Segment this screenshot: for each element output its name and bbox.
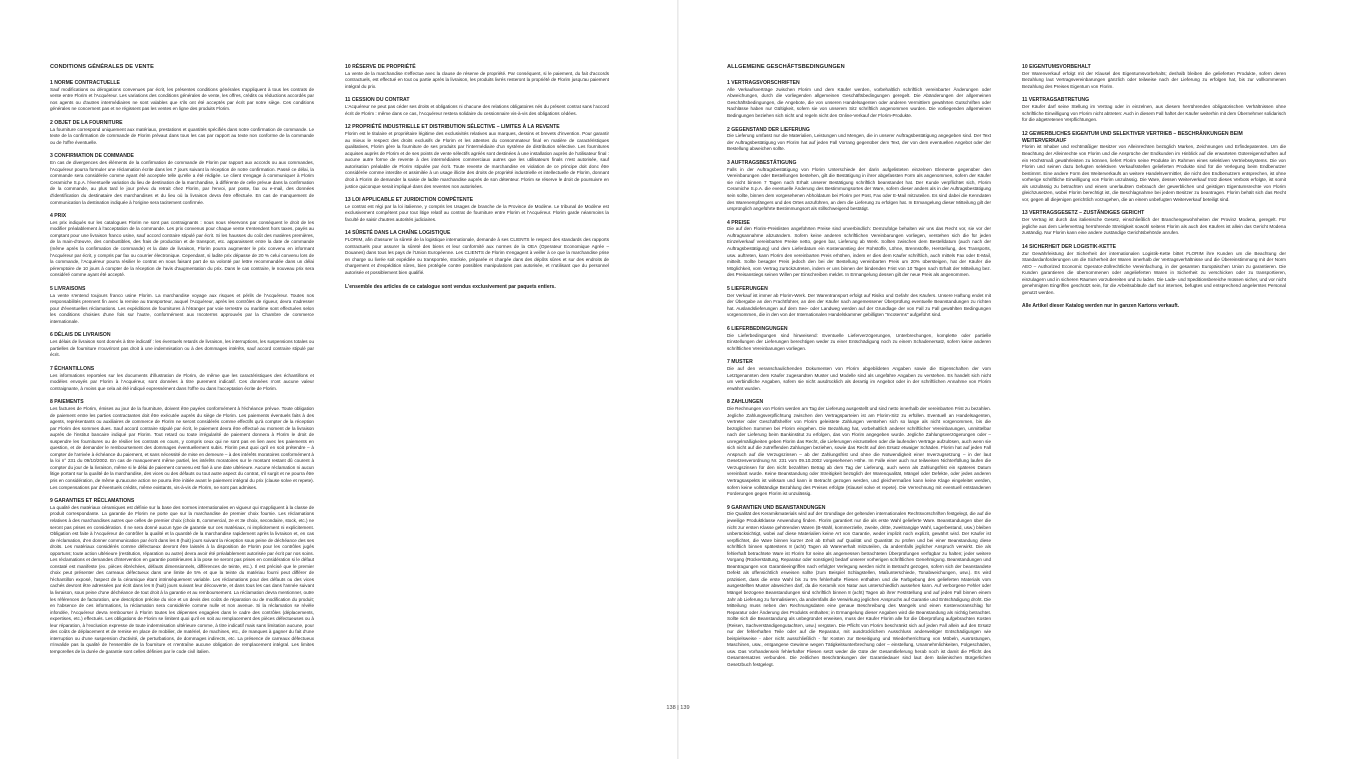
terms-section: [1022, 210, 1286, 236]
terms-section: [1022, 64, 1286, 90]
section-heading: 10 EIGENTUMSVORBEHALT: [1022, 64, 1091, 70]
german-sections-part-2: [1022, 64, 1286, 296]
section-text: Die Lieferbedingungen sind hinweisend: Eventuelle Lieferverzögerungen, Unterbrechungen, komplette oder partielle Einstellungen der Lieferungen berechtigen weder zu einer Entschädigung noch zu einem Schadenersatz, sofern keine anderen schriftlichen Vereinbarungen vorliegen.: [727, 332, 991, 351]
section-text: Der Vertrag ist durch das italienische Gesetz, einschließlich der Branchengewohnheiten der Provinz Modena, geregelt. Für jegliche aus dem Liefervertrag herrührende Streitigkeit sowohl seitens Florim als auch des Käufers ist allein das Gericht Modena zuständig. Nur Florim kann eine andere zuständige Gerichtsbehörde anrufen.: [1022, 217, 1286, 236]
section-heading: 14 SÛRETÉ DANS LA CHAÎNE LOGISTIQUE: [345, 230, 451, 237]
section-text: Der Verkauf ist immer ab Florim-Werk. Der Warentransport erfolgt auf Risiko und Gefahr des Käufers. Unsere Haftung endet mit der Übergabe an den Frachtführer, an den der Käufer nach angemessener Überprüfung eventuelle Beanstandungen zu richten hat. Auslandslieferungen auf dem See- oder Landweg werden auf der Grundlage der von Fall zu Fall gewählten Bedingungen vorgenommen, die in den von der Internationalen Handelskammer gebilligten "Incoterms" aufgeführt sind.: [727, 292, 991, 318]
section-heading: 2 OBJET DE LA FOURNITURE: [50, 119, 123, 126]
terms-section: [727, 505, 991, 669]
section-heading: 4 PRIX: [50, 213, 67, 220]
section-text: Florim est le titulaire et propriétaire légitime des exclusivités relatives aux marques, dessins et brevets d'invention. Pour garantir au mieux le respect des droits exclusifs de Florim et les attentes du consommateur final en matière de caractéristiques qualitatives, Florim gère la fourniture de ses produits par l'intermédiaire d'un système de distribution sélective. Les fournitures acquises auprès de Florim et de ses points de vente sélectifs agréés sont destinées à une installation auprès de l'utilisateur final : aucune autre forme de revente à des intermédiaires commerciaux autres que les utilisateurs finals n'est autorisée, sauf autorisation préalable de Florim stipulée par écrit. Toute revente de marchandise en violation de ce principe doit donc être considérée comme interdite et assimilée à un usage illicite des droits de propriété industrielle et intellectuelle de Florim, donnant droit à Florim de demander la saisie de ladite marchandise auprès de son détenteur. Florim se réserve le droit de poursuivre en justice quiconque serait impliqué dans des reventes non autorisées.: [345, 131, 609, 189]
section-text: Zur Gewährleistung der Sicherheit der internationalen Logistik-Kette bittet FLORIM ihre Kunden um die Beachtung der Standardanforderungen um die Sicherheit der Waren innerhalb der Vertragsverhältnisse und die Übereinstimmung mit der Norm AEO – Authorized Economic Operator-Zollrechtliche Vereinfachung, in der gesamten Europäischen Union zu garantieren. Die Kunden garantieren die übernommenen oder angelieferten Waren in Sicherheit zu verschicken oder zu transportieren, einzulagern und in sicheren Räumen vorzubereiten und zu laden. Die Lade- und Speditionsbereiche müssen sicher, und vor nicht genehmigten Eingriffen geschützt sein, für die Arbeitsabläufe darf nur internes, befugtes und entsprechend angelerntes Personal genutzt werden.: [1022, 250, 1286, 295]
german-column-1: [727, 64, 991, 676]
section-heading: 9 GARANTIES ET RÉCLAMATIONS: [50, 498, 135, 505]
german-column-2: [1022, 64, 1286, 310]
terms-section: [50, 366, 314, 392]
section-text: Sauf modifications ou dérogations convenues par écrit, les présentes conditions générales s'appliquent à tous les contrats de vente entre Florim et l'Acquéreur. Les variations des conditions générales de vente, les offres, crédits ou réductions accordés par nos agents ou d'autres intermédiaires ne sont valables que s'ils ont été acceptés par écrit par notre siège. Ces conditions générales ne concernent pas et ne régissent pas les ventes en ligne des produits Florim.: [50, 86, 314, 112]
section-heading: 3 CONFIRMATION DE COMMANDE: [50, 153, 134, 160]
section-text: Le contrat est régi par la loi italienne, y compris les Usages de branche de la Province de Modène. Le tribunal de Modène est exclusivement compétent pour tout litige relatif au contrat de fourniture entre Florim et l'Acquéreur. Florim garde néanmoins la faculté de saisir d'autres autorités judiciaires.: [345, 203, 609, 222]
terms-section: [727, 399, 991, 497]
french-closing-note: L'ensemble des articles de ce catalogue sont vendus exclusivement par paquets entiers.: [345, 283, 556, 290]
page-gutter: [677, 0, 679, 759]
section-heading: 2 GEGENSTAND DER LIEFERUNG: [727, 126, 810, 133]
section-text: Die auf den Florim-Preislisten angeführten Preise sind unverbindlich: Demzufolge behalten wir uns das Recht vor, sie vor der Auftragsannahme abzuändern. Sofern keine anderen schriftlichen Vereinbarungen vorliegen, verstehen sich die für jeden Einzelverkauf vereinbarten Preise netto, gegen bar, Lieferung ab Werk. Sollten zwischen dem Bestelldatum (auch nach der Auftragsbestätigung) und dem Lieferdatum ein Kostenanstieg der Rohstoffe, Löhne, Brennstoffe, Herstellung, des Transports, usw. auftreten, kann Florim den vereinbarten Preis erhöhen, indem er dies dem Käufer schriftlich, auch mittels Fax oder E-Mail, mitteilt. Sollte besagter Preis jedoch den bei der Bestellung vereinbarten Preis um 20% übersteigen, hat der Käufer die Möglichkeit, vom Vertrag zurückzutreten, indem er uns binnen der bindenden Frist von 10 Tagen nach Erhalt der Mitteilung bez. des Preisanstiegs seinen Willen per Einschreiben meldet. In Ermangelung dessen gilt der neue Preis als angenommen.: [727, 226, 991, 278]
section-heading: 12 PROPRIÉTÉ INDUSTRIELLE ET DISTRIBUTION SÉLECTIVE – LIMITES À LA REVENTE: [345, 124, 560, 131]
section-text: Les prix indiqués sur les catalogues Florim ne sont pas contraignants : nous nous réservons par conséquent le droit de les modifier préalablement à l'acceptation de la commande. Les prix convenus pour chaque vente s'entendent hors taxes, payés au comptant pour une livraison franco usine, sauf accord contraire stipulé par écrit. Si les hausses du coût des matières premières, de la main-d'œuvre, des combustibles, des frais de production et de transport, etc. apparaissent entre la date de commande (même après la confirmation de commande) et la date de livraison, Florim pourra augmenter le prix convenu en informant l'Acquéreur par écrit, y compris par fax ou courrier électronique. Cependant, si ladite prix dépasse de 20 % celui convenu lors de la commande, l'Acquéreur pourra résilier le contrat en nous faisant part de sa volonté par lettre recommandée dans un délai péremptoire de 10 jours à compter de la réception de l'avis d'augmentation du prix. Dans le cas contraire, le nouveau prix sera considéré comme ayant été accepté.: [50, 219, 314, 278]
terms-section: [1022, 244, 1286, 297]
section-text: Les informations reportées sur les documents d'illustration de Florim, de même que les caractéristiques des échantillons et modèles envoyés par Florim à l'Acquéreur, sont données à titre purement indicatif. Ces données n'ont aucune valeur contraignante, à moins que cela ait été indiqué expressément dans l'offre ou dans l'acceptation écrite de Florim.: [50, 372, 314, 391]
terms-section: [50, 213, 314, 279]
terms-section: [50, 399, 314, 491]
section-heading: 13 VERTRAGSGESETZ – ZUSTÄNDIGES GERICHT: [1022, 210, 1145, 217]
section-heading: 8 PAIEMENTS: [50, 399, 84, 406]
terms-section: [1022, 131, 1286, 204]
section-text: La qualité des matériaux céramiques est définie sur la base des normes internationales en vigueur qui s'appliquent à la classe de produit correspondante. La garantie de Florim ne porte que sur la marchandise de premier choix fournie. Les réclamations relatives à des marchandises autres que celles de premier choix (choix B, commercial, 2e et 3e choix, secondaire, stock, etc.) ne seront pas prises en considération. Il ne sera donné aucun type de garantie sur ces matériaux, ni implicitement ni explicitement. Obligation est faite à l'Acquéreur de contrôler la qualité et la quantité de la marchandise rapidement après la livraison et, en cas de réclamation, d'en donner communication par écrit dans les 8 (huit) jours suivant la réception sous peine de déchéance des ses droits. Les matériaux considérés comme défectueux devront être laissés à la disposition de Florim pour les contrôles jugés opportuns; toute action ultérieure (restitution, réparation ou autre) devra avoir été préalablement autorisée par écrit par nos soins. Les réclamations et demandes d'intervention en garantie postérieures à la pose ne seront pas prises en considération si le défaut constaté est manifeste (ex. pièces ébréchées, défauts dimensionnels, différences de teinte, etc.). Il est précisé que le premier choix peut présenter des carreaux défectueux dans une limite de 5% et que la teinte du matériau fourni peut différer de l'échantillon exposé, l'aspect de la céramique étant intrinsèquement variable. Les réclamations pour des défauts ou des vices cachés devront être adressées par écrit dans les 8 (huit) jours suivant leur découverte, et dans tous les cas dans l'année suivant la livraison, sous peine d'une déchéance de tout droit à la garantie et au remboursement. La réclamation devra mentionner, outre les références de facturation, une description précise du vice et un devis des coûts de réparation ou de modification du produit; en l'absence de ces informations, la réclamation sera considérée comme nulle et non avenue. Si la réclamation se révèle infondée, l'Acquéreur devra rembourser à Florim toutes les dépenses engagées dans le cadre des contrôles (déplacements, expertises, etc.) effectués. Les obligations de Florim se limitent quoi qu'il en soit au remplacement des pièces défectueuses ou à leur réparation, à l'exclusion expresse de toute indemnisation ultérieure comme, à titre indicatif mais sans limitation aucune, pour des coûts de déplacement et de remise en place de mobilier, de matériel, de machines, etc., de manques à gagner du fait d'une interruption ou d'une suspension d'activité, de perturbations, de dommages indirects, etc. La présence de carreaux défectueux n'invalide pas la qualité de l'ensemble de la fourniture et n'entraîne aucune obligation de remplacement intégral. Les limites temporelles de la durée de garantie sont celles définies par le code civil italien.: [50, 504, 314, 654]
section-heading: 5 LIEFERUNGEN: [727, 285, 768, 292]
terms-section: [1022, 97, 1286, 123]
section-text: Les délais de livraison sont donnés à titre indicatif : les éventuels retards de livraison, les interruptions, les suspensions totales ou partielles de fourniture n'ouvriront pas droit à une indemnisation ou à des dommages intérêts, sauf accord contraire stipulé par écrit.: [50, 339, 314, 358]
section-heading: 7 ÉCHANTILLONS: [50, 365, 95, 372]
section-text: Der Warenverkauf erfolgt mit der Klausel des Eigentumsvorbehalts; deshalb bleiben die gelieferten Produkte, sofern deren Bezahlung laut Vertragsvereinbarungen gänzlich oder teilweise nach der Lieferung zu erfolgen hat, bis zur vollkommenen Bezahlung des Preises Eigentum von Florim.: [1022, 70, 1286, 89]
terms-section: [727, 220, 991, 279]
terms-section: [727, 80, 991, 120]
section-text: Alle Verkaufsverträge zwischen Florim und dem Käufer werden, vorbehaltlich schriftlich vereinbarter Änderungen oder Abweichungen, durch die vorliegenden allgemeinen Geschäftsbedingungen geregelt. Die Abänderungen der allgemeinen Geschäftsbedingungen, die Angebote, die von unseren Handelsagenten oder anderen Vermittlern gewährten Gutschriften oder Nachlässe haben nur Gültigkeit, sofern sie von unserem Sitz schriftlich angenommen wurden. Die vorliegenden allgemeinen Bedingungen beziehen sich nicht und regeln nicht den Online-Verkauf der Florim-Produkte.: [727, 86, 991, 118]
terms-section: [727, 326, 991, 352]
section-heading: 1 NORME CONTRACTUELLE: [50, 80, 120, 86]
terms-section: [727, 127, 991, 153]
section-text: Die auf den veranschaulichenden Dokumenten von Florim abgebildeten Angaben sowie die Eigenschaften der vom Letztgenannten dem Käufer zugesandten Muster und Modelle sind als ungefähre Angaben zu verstehen. Es handelt sich nicht um verbindliche Angaben, sofern sie nicht ausdrücklich als derartig im Angebot oder in der schriftlichen Annahme von Florim erwähnt wurden.: [727, 365, 991, 391]
french-column-2: [345, 64, 609, 290]
section-heading: 6 DÉLAIS DE LIVRAISON: [50, 332, 111, 339]
section-heading: 5 LIVRAISONS: [50, 285, 86, 292]
french-column-1: [50, 64, 314, 662]
terms-section: [50, 498, 314, 655]
terms-section: [345, 64, 609, 90]
german-title: ALLGEMEINE GESCHÄFTSBEDINGUNGEN: [727, 64, 845, 70]
section-text: Die Qualität des Keramikmaterials wird auf der Grundlage der geltenden internationalen Rechtsvorschriften festgelegt, die auf die jeweilige Produktklasse Anwendung finden. Florim garantiert nur die als erste Wahl gelieferte Ware. Beanstandungen über die nicht zur ersten Klasse gehörenden Waren (B-Wahl, kommerzielle, zweite, dritte, zweitrangige Wahl, Lagerbestand, usw.) bleiben unberücksichtigt, wobei auf diese Materialien keine Art von Garantie, weder implizit noch explizit, gewährt wird. Der Käufer ist verpflichtet, die Ware binnen kurzer Zeit ab Erhalt auf Qualität und Quantität zu prüfen und bei einer Beanstandung diese schriftlich binnen spätestens 8 (acht) Tagen ab Warenerhalt mitzuteilen, da andernfalls jeglicher Anspruch verwirkt. Die als fehlerhaft betrachtete Ware ist Florim für seine als angemessen betrachteten Überprüfungen verfügbar zu halten; jeder weitere Vorgang (Rückerstattung, Reparatur oder sonstiges) bedarf unserer vorherigen schriftlichen Genehmigung. Beanstandungen und Beantragungen von Garantieeingriffen nach erfolgter Verlegung werden nicht in Betracht gezogen, sofern sich der beanstandete Defekt als offensichtlich erweisen sollte (zum Beispiel Schlagstellen, Maßunterschiede, Tonabweichungen, usw.). Es wird präzisiert, dass die erste Wahl bis zu 5% fehlerhafte Fliesen enthalten und die Farbgebung des gelieferten Materials vom ausgestellten Muster abweichen darf, da die Keramik von Natur aus unterschiedlich aussehen kann. Auf verborgene Fehler oder Mängel bezogene Beanstandungen sind schriftlich binnen 8 (acht) Tagen ab ihrer Feststellung und auf jeden Fall binnen einem Jahr ab Lieferung zu formalisieren, da andernfalls die Verwirkung jeglichen Anspruchs auf Garantie und Entschädigung droht. Die Mitteilung muss neben den Rechnungsdaten eine genaue Beschreibung des Mangels und einen Kostenvoranschlag für Reparatur oder Änderung des Produkts enthalten; in Ermangelung dieser Angaben wird die Beanstandung als nichtig betrachtet. Sollte sich die Beanstandung als unbegründet erweisen, muss der Käufer Florim alle für die Überprüfung aufgebrachten Kosten (Reisen, Sachverständigengutachten, usw.) vergüten. Die Pflicht von Florim beschränkt sich auf jeden Fall allein auf den Ersatz nur der fehlerhaften Teile oder auf die Reparatur, mit ausdrücklichem Ausschluss anderweitiger Entschädigungen wie beispielsweise - aber nicht ausschließlich - für Kosten zur Beseitigung und Wiederherrichtung von Möbeln, Ausrüstungen, Maschinen, usw., entgangene Gewinne wegen Tätigkeitsunterbrechung oder – einstellung, Unannehmlichkeiten, Folgeschäden, usw. Das Vorhandensein fehlerhafter Fliesen setzt weder die Güte der Gesamtlieferung herab noch ist damit die Pflicht des Gesamtersatzes verbunden. Die zeitlichen Beschränkungen der Garantiedauer sind laut dem italienischen Bürgerlichen Gesetzbuch festgelegt.: [727, 511, 991, 667]
section-text: Falls in der Auftragsbestätigung von Florim Unterschiede der darin aufgelisteten einzelnen Elemente gegenüber den Vereinbarungen oder Bestellungen bestehen, gilt die Bestätigung in ihrer abgefassten Form als angenommen, sofern der Käufer sie nicht binnen 7 Tagen nach Erhalt unserer Bestätigung schriftlich beanstandet hat. Der Kunde verpflichtet sich, Florim Ceramiche S.p.A. die eventuelle Änderung des Bestimmungsortes der Ware, sofern dieser anders als in der Auftragsbestätigung sein sollte, binnen dem vorgesehenen Abholdatum bei Florim per Post, Fax oder E-Mail mitzuteilen. Es sind dabei die Kenndaten des Warenempfängers und des Ortes anzuführen, an dem die Lieferung zu erfolgen hat. In Ermangelung dieser Mitteilung gilt der ursprünglich angeführte Bestimmungsort als stillschweigend bestätigt.: [727, 166, 991, 212]
section-heading: 3 AUFTRAGSBESTÄTIGUNG: [727, 159, 797, 166]
section-text: FLORIM, afin d'assurer la sûreté de la logistique internationale, demande à ses CLIENTS le respect des standards des rapports contractuels pour assurer la sûreté des biens et leur conformité aux normes de la OEA (Operateur Economique Agrée – Douanes) dans tous les pays de l'Union Européenne. Les CLIENTS de Florim s'engagent à veiller à ce que la marchandise prise en charge ou livrée soit expédiée ou transportée, stockée, préparée et chargée dans des dépôts sûres et sur des endroits de chargement et d'expédition sûres, bien protégée contre possibles manipulations pas autorisée, et n'utilisant que du personnel autorisée et possiblement bien qualifié.: [345, 237, 609, 276]
section-text: Florim ist Inhaber und rechtmäßiger Besitzer von Alleinrechten bezüglich Marken, Zeichnungen und Erfindepatenten. Um die Beachtung der Alleinrechte von Florim und die Ansprüche der Endkunden im Hinblick auf die erwarteten Gütereigenschaften auf ein Höchstmaß gewährleisten zu können, liefert Florim seine Produkte im Rahmen eines selektiven Vertriebssystems. Die von Florim und seinen dazu befugten selektiven Verkaufsstellen gelieferten Produkte sind für die Verlegung beim Endbenutzer bestimmt. Eine andere Form des Weiterverkaufs an weitere Handelsvermittler, die nicht den Endbenutzern entsprechen, ist ohne vorherige schriftliche Einwilligung von Florim unzulässig. Die Ware, dessen Weiterverkauf trotz dieses Verbots erfolgte, ist somit als unzulässig zu betrachten und einem unerlaubten Gebrauch der gewerblichen und geistigen Eigentumsrechte von Florim gleichzusetzen, wobei Florim berechtigt ist, die Beschlagnahme bei jedem Besitzer zu beantragen. Florim behält sich das Recht vor, gegen all diejenigen gerichtlich vorzugehen, die an einem unbefugten Weiterverkauf beteiligt sind.: [1022, 144, 1286, 202]
section-heading: 11 CESSION DU CONTRAT: [345, 97, 410, 104]
french-sections-part-2: [345, 64, 609, 277]
section-text: La vente s'entend toujours franco usine Florim. La marchandise voyage aux risques et périls de l'Acquéreur. Toutes nos responsabilités prennent fin avec la remise au transporteur, auquel l'Acquéreur, après les contrôles de rigueur, devra s'adresser pour d'éventuelles réclamations. Les expéditions de fournitures à l'étranger par voie terrestre ou maritime sont effectuées selon les conditions choisies d'une fois sur l'autre, conformément aux Incoterms approuvés par la Chambre de commerce internationale.: [50, 292, 314, 324]
terms-section: [50, 120, 314, 146]
page-numbers: 138 | 139: [666, 705, 690, 711]
terms-section: [727, 286, 991, 319]
section-heading: 8 ZAHLUNGEN: [727, 399, 764, 406]
section-heading: 12 GEWERBLICHES EIGENTUM UND SELEKTIVER VERTRIEB – BESCHRÄNKUNGEN BEIM WEITERVERKAUF: [1022, 130, 1243, 144]
section-text: L'Acquéreur ne peut pas céder ses droits et obligations ni chacune des relations obligatoires nés du présent contrat sans l'accord écrit de Florim : même dans ce cas, l'Acquéreur restera solidaire du cessionnaire vis-à-vis des obligations cédées.: [345, 104, 609, 116]
german-sections-part-1: [727, 80, 991, 669]
section-text: Les factures de Florim, émises au jour de la fourniture, doivent être payées conformément à l'échéance prévue. Toute obligation de paiement entre les parties contractantes doit être exécutée auprès du siège de Florim. Les paiements éventuels faits à des agents, représentants ou auxiliaires de commerce de Florim ne seront considérés comme effectifs qu'à compter de la réception par Florim des sommes dues. Sauf accord contraire stipulé par écrit, le paiement devra être effectué au moment de la livraison auprès de l'institut bancaire indiqué par Florim. Tout retard ou toute irrégularité de paiement donnera à Florim le droit de suspendre les fournitures ou de résilier les contrats en cours, y compris ceux qui ne sont pas en lien avec les paiements en question, et de demander le remboursement des dommages éventuellement subis. Florim peut quoi qu'il en soit prétendre – à compter de l'arrivée à échéance du paiement, et sans nécessité de mise en demeure – à des intérêts moratoires conformément à la loi n° 231 du 09/10/2002. En cas de manquement même partiel, les intérêts moratoires sur le montant restant dû courent à compter du jour de la livraison, même si le délai de paiement convenu est fixé à une date ultérieure. Aucune réclamation ni aucun litige portant sur la qualité de la marchandise, des vices ou des défauts ou tout autre aspect du contrat, s'il surgit et ne pourra être pris en considération, de même qu'aucune action ne pourra être initiée avant le paiement intégral du prix (clause solve et repete). Les compensations par d'éventuels crédits, même existants, vis-à-vis de Florim, ne sont pas admises.: [50, 405, 314, 490]
terms-section: [727, 359, 991, 392]
section-text: La vente de la marchandise s'effectue avec la clause de réserve de propriété. Par conséquent, si le paiement, du fait d'accords contractuels, est effectué en tout ou partie après la livraison, les produits livrés resteront la propriété de Florim jusqu'au paiement intégral du prix.: [345, 70, 609, 89]
german-closing-note: Alle Artikel dieser Katalog werden nur in ganzen Kartons verkauft.: [1022, 303, 1180, 310]
french-sections-part-1: [50, 80, 314, 655]
section-text: Der Käufer darf seine Stellung im Vertrag oder in einzelnen, aus diesem herrührenden obligatorischen Verhältnissen ohne schriftliche Einwilligung von Florim nicht abtreten: Auch in diesem Fall haftet der Käufer weiterhin mit dem Übernehmer solidarisch für die abgetretenen Verpflichtungen.: [1022, 104, 1287, 123]
section-text: Die Lieferung umfasst nur die Materialien, Leistungen und Mengen, die in unserer Auftragsbestätigung angegeben sind. Der Text der Auftragsbestätigung von Florim hat auf jeden Fall Vorrang gegenüber dem Text, der von dem eventuellen Angebot oder der Bestellung abweichen sollte.: [727, 133, 991, 152]
section-text: En cas de divergences des éléments de la confirmation de commande de Florim par rapport aux accords ou aux commandes, l'Acquéreur pourra formuler une réclamation écrite dans les 7 jours suivant la réception de notre confirmation. Passé ce délai, la commande sera considérée comme ayant été acceptée telle qu'elle a été rédigée. Le client s'engage à communiquer à Florim Ceramiche S.p.A. l'éventuelle variation du lieu de destination de la marchandise, à différente de celle prévue dans la confirmation de la commande, au plus tard le jour prévu du retrait chez Florim, par l'envoi, par poste, fax ou e-mail, des données d'identification du destinataire des marchandises et du lieu où la livraison devra être effectuée. En cas de manquement de communication la destination indiquée à l'origine sera tacitement confirmée.: [50, 160, 314, 205]
section-heading: 6 LIEFERBEDINGUNGEN: [727, 325, 788, 332]
terms-section: [345, 97, 609, 117]
section-heading: 9 GARANTIEN UND BEANSTANDUNGEN: [727, 504, 826, 511]
section-heading: 14 SICHERHEIT DER LOGISTIK-KETTE: [1022, 243, 1116, 250]
section-heading: 1 VERTRAGSVORSCHRIFTEN: [727, 80, 800, 86]
terms-section: [345, 197, 609, 223]
section-heading: 7 MUSTER: [727, 359, 753, 366]
section-heading: 13 LOI APPLICABLE ET JURIDICTION COMPÉTENTE: [345, 197, 474, 204]
terms-section: [345, 124, 609, 190]
terms-section: [50, 153, 314, 206]
section-heading: 10 RÉSERVE DE PROPRIÉTÉ: [345, 64, 416, 70]
section-heading: 4 PREISE: [727, 219, 750, 226]
terms-section: [345, 230, 609, 276]
section-heading: 11 VERTRAGSABTRETUNG: [1022, 97, 1090, 104]
section-text: La fourniture correspond uniquement aux matériaux, prestations et quantités spécifiés dans notre confirmation de commande. Le texte de la confirmation de commande de Florim prévaut dans tous les cas par rapport au texte non conforme de la commande ou de l'offre éventuelle.: [50, 126, 314, 145]
terms-section: [50, 80, 314, 113]
section-text: Die Rechnungen von Florim werden am Tag der Lieferung ausgestellt und sind netto innerhalb der vereinbarten Frist zu bezahlen. Jegliche Zahlungsverpflichtung zwischen den Vertragsparteien ist am Florim-Sitz zu erfüllen. Eventuell an Handelsagenten, Vertreter oder Geschäftshelfer von Florim geleistete Zahlungen verstehen sich so lange als nicht vorgenommen, bis die bezüglichen Summen bei Florim eingehen. Die Bezahlung hat, vorbehaltlich anderer schriftlicher Vereinbarungen, unmittelbar nach der Lieferung beim Bankinstitut zu erfolgen, das von Florim angegeben wurde. Jegliche Zahlungsverzögerungen oder – unregelmäßigkeiten geben Florim das Recht, die Lieferungen einzustellen oder die laufenden Verträge aufzulösen, auch wenn sie sich nicht auf die zutreffenden Zahlungen beziehen, sowie das Recht auf den Ersatz etwaiger Schäden. Florim hat auf jeden Fall Anspruch auf die Verzugszinsen – ab der Zahlungsfrist und ohne die Notwendigkeit einer Inverzugsetzung – in der laut Gesetzesverordnung Nr. 231 vom 09.10.2002 vorgesehenen Höhe. Im Falle einer auch nur teilweisen Nichterfüllung laufen die Verzugszinsen für den nicht bezahlten Betrag ab dem Tag der Lieferung, auch wenn als Zahlungsfrist ein späteres Datum vereinbart wurde. Keine Beanstandung oder Streitigkeit bezüglich der Warenqualität, Mängel oder Defekte, oder jedes anderen Vertragsaspekts ist wirksam und kann in Betracht gezogen werden, und gleichermaßen kann keine Klage eingeleitet werden, sofern keine vollständige Bezahlung des Preises erfolgte (Klausel solve et repete). Die Verrechnung mit eventuell entstandenen Forderungen gegen Florim ist unzulässig.: [727, 405, 991, 497]
french-title: CONDITIONS GÉNÉRALES DE VENTE: [50, 64, 154, 70]
terms-section: [50, 332, 314, 358]
terms-section: [727, 160, 991, 213]
terms-section: [50, 286, 314, 326]
